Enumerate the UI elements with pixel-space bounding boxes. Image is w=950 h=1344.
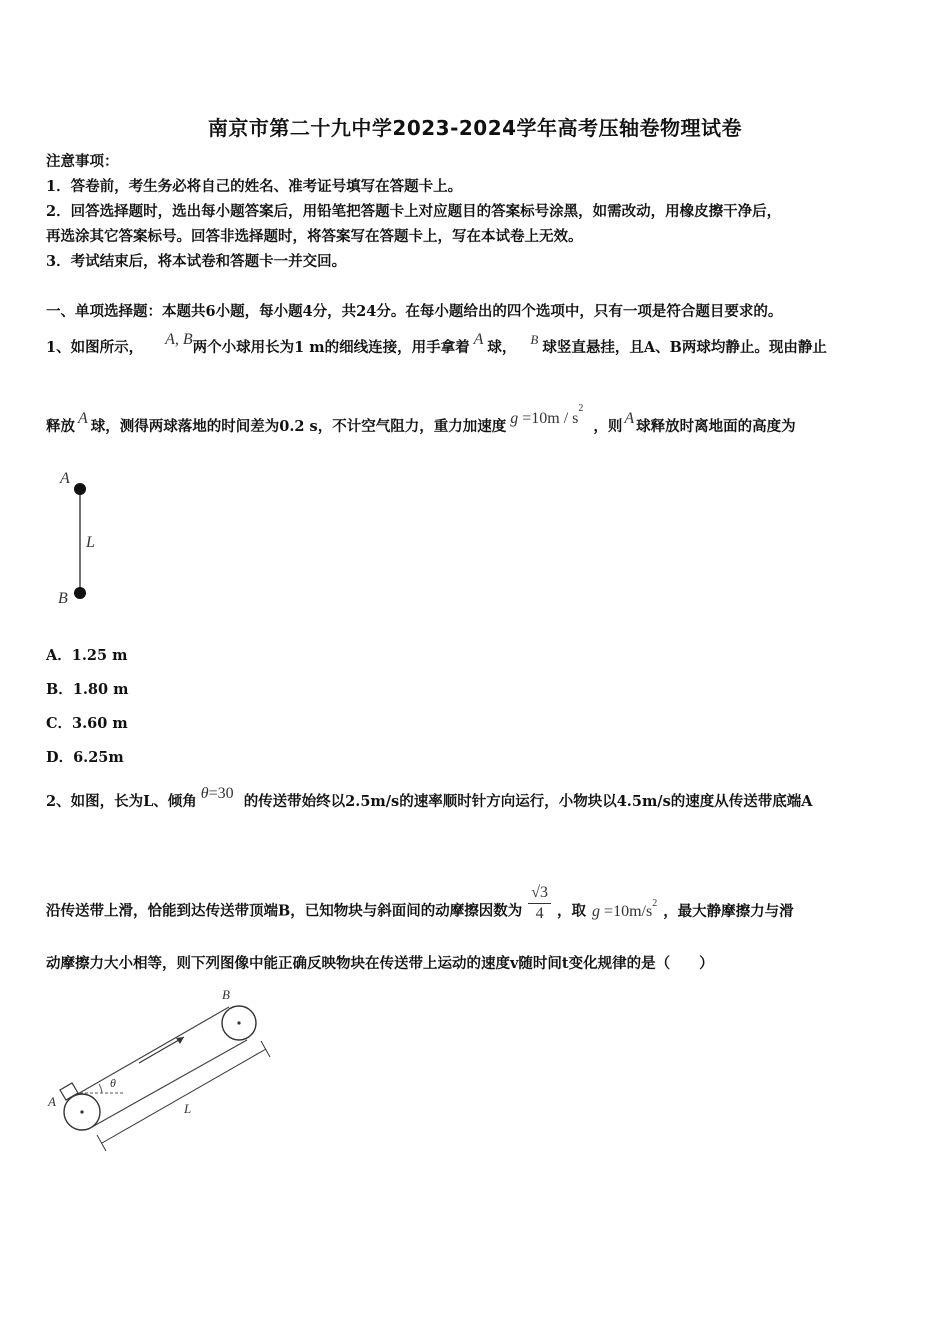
label-theta: θ [110,1076,116,1090]
q2-figure [44,985,284,1155]
q1-line-1 [46,331,827,358]
q2-math: g [592,902,601,920]
direction-arrow [139,1037,184,1063]
q2-text: ，取 [557,902,587,920]
q1-math: B [530,332,539,347]
q2-text: 的传送带始终以2.5m/s的速率顺时针方向运行，小物块以4.5m/s的速度从传送带底端A [243,793,813,810]
q2-line-1 [46,785,813,812]
q2-text: 2、如图，长为L、倾角 [46,793,197,810]
q1-line-2 [46,403,796,437]
length-dimension [102,1049,266,1143]
angle-arc [99,1084,102,1093]
ball-b [74,587,86,599]
q1-option-a[interactable]: A．1.25 m [46,647,128,664]
q1-math: g [510,409,519,427]
q1-figure [54,462,134,612]
notice-item-1: 1．答卷前，考生务必将自己的姓名、准考证号填写在答题卡上。 [46,178,463,195]
q2-line-3: 动摩擦力大小相等，则下列图像中能正确反映物块在传送带上运动的速度v随时间t变化规律的是（ ） [46,955,714,972]
dimension-tick [97,1135,106,1151]
belt-top [76,1007,229,1095]
q2-math: 2 [652,897,658,909]
q2-math: θ [200,785,209,802]
fraction-numerator: √3 [528,883,551,904]
q2-text: ，最大静摩擦力与滑 [663,902,794,920]
q1-option-d[interactable]: D．6.25m [46,749,124,766]
q1-text: 球， [487,339,517,356]
q1-math: =10m / s [522,409,579,427]
notice-item-2-cont: 再选涂其它答案标号。回答非选择题时，将答案写在答题卡上，写在本试卷上无效。 [46,228,583,245]
q1-math: A [78,409,88,427]
label-l: L [184,1101,192,1116]
ball-a [74,483,86,495]
page-title: 南京市第二十九中学2023-2024学年高考压轴卷物理试卷 [207,116,743,140]
label-l: L [86,534,95,551]
q1-math: 2 [578,403,584,414]
label-b: B [58,590,68,607]
label-a: A [48,1094,56,1109]
pulley-a-axle [80,1110,83,1113]
q1-option-b[interactable]: B．1.80 m [46,681,129,698]
q1-text: 球，测得两球落地的时间差为0.2 s，不计空气阻力，重力加速度 [90,417,507,435]
q1-text: 释放 [46,417,75,435]
friction-fraction [528,883,551,924]
q2-text: 沿传送带上滑，恰能到达传送带顶端B，已知物块与斜面间的动摩擦因数为 [46,902,523,920]
notice-heading: 注意事项： [46,153,119,170]
q1-math: A, B [165,331,193,348]
q1-math: A [473,331,484,348]
notice-item-2: 2．回答选择题时，选出每小题答案后，用铅笔把答题卡上对应题目的答案标号涂黑，如需改动，用橡皮擦干净后， [46,203,782,220]
dimension-tick [261,1041,270,1057]
pulley-b-axle [237,1021,240,1024]
q1-text: 1、如图所示， [46,339,144,356]
q1-text: 球释放时离地面的高度为 [636,417,796,435]
q2-math: =10m/s [604,902,653,920]
q1-text: ，则 [593,417,623,435]
q1-text: 两个小球用长为1 m的细线连接，用手拿着 [192,339,470,356]
notice-item-3: 3．考试结束后，将本试卷和答题卡一并交回。 [46,253,347,270]
q2-line-2 [46,884,794,932]
section-heading: 一、单项选择题：本题共6小题，每小题4分，共24分。在每小题给出的四个选项中，只有一项是符合题目要求的。 [46,303,783,320]
fraction-denominator: 4 [535,905,544,922]
label-a: A [60,470,70,487]
q1-text: 球竖直悬挂，且A、B两球均静止。现由静止 [542,339,827,356]
q1-math: A [624,409,635,427]
label-b: B [222,987,230,1002]
q2-math: =30 [208,785,234,802]
q1-option-c[interactable]: C．3.60 m [46,715,128,732]
